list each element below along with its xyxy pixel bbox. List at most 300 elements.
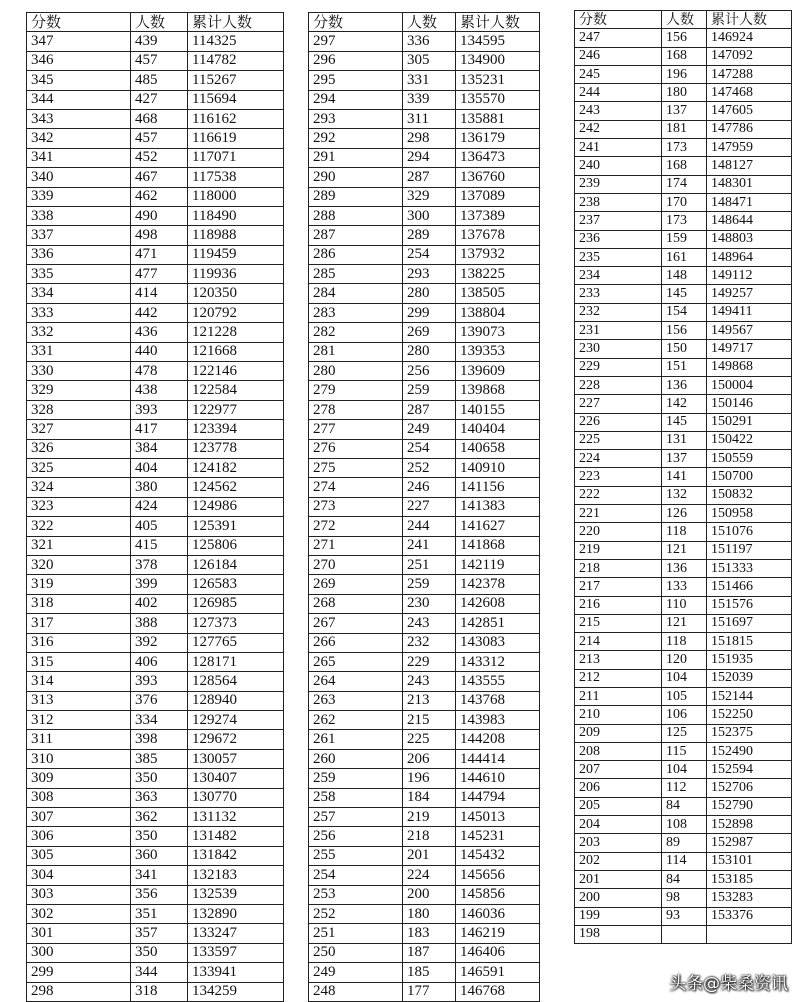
table-row bbox=[309, 711, 540, 730]
cumulative-cell: 138505 bbox=[456, 284, 540, 303]
count-cell: 417 bbox=[131, 420, 188, 439]
score-cell: 263 bbox=[309, 691, 403, 710]
table-row bbox=[575, 541, 792, 559]
cumulative-cell: 114325 bbox=[188, 32, 284, 51]
count-cell: 392 bbox=[131, 633, 188, 652]
cumulative-cell: 153283 bbox=[707, 889, 792, 907]
cumulative-cell: 134259 bbox=[188, 982, 284, 1001]
cumulative-cell: 125806 bbox=[188, 536, 284, 555]
cumulative-cell: 136179 bbox=[456, 129, 540, 148]
cumulative-cell: 132890 bbox=[188, 904, 284, 923]
score-cell: 293 bbox=[309, 109, 403, 128]
score-cell: 228 bbox=[575, 376, 662, 394]
cumulative-cell: 145013 bbox=[456, 808, 540, 827]
table-row bbox=[309, 206, 540, 225]
table-row bbox=[575, 742, 792, 760]
count-cell: 478 bbox=[131, 362, 188, 381]
score-cell: 236 bbox=[575, 230, 662, 248]
cumulative-cell: 152375 bbox=[707, 724, 792, 742]
cumulative-cell: 150832 bbox=[707, 486, 792, 504]
score-cell: 220 bbox=[575, 523, 662, 541]
score-cell: 290 bbox=[309, 168, 403, 187]
cumulative-cell: 145856 bbox=[456, 885, 540, 904]
table-row bbox=[309, 749, 540, 768]
count-cell: 93 bbox=[662, 907, 707, 925]
table-row bbox=[27, 652, 284, 671]
score-cell: 229 bbox=[575, 358, 662, 376]
count-cell: 181 bbox=[662, 120, 707, 138]
count-cell: 243 bbox=[403, 672, 456, 691]
table-row bbox=[27, 982, 284, 1001]
cumulative-cell: 150004 bbox=[707, 376, 792, 394]
table-row bbox=[309, 187, 540, 206]
score-cell: 337 bbox=[27, 226, 131, 245]
cumulative-cell: 132183 bbox=[188, 866, 284, 885]
count-cell: 115 bbox=[662, 742, 707, 760]
table-row bbox=[309, 458, 540, 477]
count-cell: 159 bbox=[662, 230, 707, 248]
score-cell: 298 bbox=[27, 982, 131, 1001]
table-row bbox=[309, 497, 540, 516]
count-cell: 185 bbox=[403, 963, 456, 982]
cumulative-cell: 152490 bbox=[707, 742, 792, 760]
score-cell: 286 bbox=[309, 245, 403, 264]
table-row bbox=[575, 413, 792, 431]
table-row bbox=[575, 84, 792, 102]
count-cell: 351 bbox=[131, 904, 188, 923]
count-cell: 151 bbox=[662, 358, 707, 376]
count-cell: 196 bbox=[403, 769, 456, 788]
cumulative-cell: 147468 bbox=[707, 84, 792, 102]
cumulative-cell: 151333 bbox=[707, 559, 792, 577]
count-cell: 120 bbox=[662, 651, 707, 669]
cumulative-cell: 151697 bbox=[707, 614, 792, 632]
table-row bbox=[575, 29, 792, 47]
score-cell: 315 bbox=[27, 652, 131, 671]
table-row bbox=[575, 651, 792, 669]
score-cell: 270 bbox=[309, 555, 403, 574]
score-cell: 320 bbox=[27, 555, 131, 574]
table-row bbox=[575, 614, 792, 632]
cumulative-cell: 147786 bbox=[707, 120, 792, 138]
count-cell: 232 bbox=[403, 633, 456, 652]
table-row bbox=[27, 323, 284, 342]
table-row bbox=[309, 555, 540, 574]
cumulative-cell: 147605 bbox=[707, 102, 792, 120]
table-row bbox=[575, 816, 792, 834]
table-row bbox=[27, 575, 284, 594]
score-cell: 346 bbox=[27, 51, 131, 70]
count-cell: 399 bbox=[131, 575, 188, 594]
count-cell: 311 bbox=[403, 109, 456, 128]
score-cell: 305 bbox=[27, 846, 131, 865]
score-cell: 299 bbox=[27, 963, 131, 982]
count-cell: 201 bbox=[403, 846, 456, 865]
table-row bbox=[575, 175, 792, 193]
table-row bbox=[309, 536, 540, 555]
table-row bbox=[309, 633, 540, 652]
score-cell: 282 bbox=[309, 323, 403, 342]
count-cell: 104 bbox=[662, 669, 707, 687]
count-cell: 415 bbox=[131, 536, 188, 555]
cumulative-cell: 149411 bbox=[707, 303, 792, 321]
table-row bbox=[27, 633, 284, 652]
score-cell: 294 bbox=[309, 90, 403, 109]
count-cell: 187 bbox=[403, 943, 456, 962]
count-cell: 249 bbox=[403, 420, 456, 439]
score-cell: 324 bbox=[27, 478, 131, 497]
table-row bbox=[309, 32, 540, 51]
score-cell: 241 bbox=[575, 139, 662, 157]
header-score: 分数 bbox=[309, 13, 403, 32]
table-row bbox=[575, 870, 792, 888]
table-row bbox=[575, 523, 792, 541]
count-cell: 457 bbox=[131, 129, 188, 148]
count-cell: 402 bbox=[131, 594, 188, 613]
cumulative-cell: 132539 bbox=[188, 885, 284, 904]
score-cell: 291 bbox=[309, 148, 403, 167]
cumulative-cell: 139868 bbox=[456, 381, 540, 400]
table-row bbox=[27, 672, 284, 691]
table-row bbox=[575, 230, 792, 248]
count-cell: 200 bbox=[403, 885, 456, 904]
header-score: 分数 bbox=[575, 11, 662, 29]
table-row bbox=[575, 633, 792, 651]
score-cell: 247 bbox=[575, 29, 662, 47]
count-cell: 380 bbox=[131, 478, 188, 497]
cumulative-cell: 130770 bbox=[188, 788, 284, 807]
cumulative-cell: 152898 bbox=[707, 816, 792, 834]
cumulative-cell: 115267 bbox=[188, 71, 284, 90]
table-row bbox=[309, 478, 540, 497]
score-cell: 296 bbox=[309, 51, 403, 70]
table-row bbox=[309, 575, 540, 594]
count-cell: 243 bbox=[403, 614, 456, 633]
cumulative-cell: 151935 bbox=[707, 651, 792, 669]
cumulative-cell: 144414 bbox=[456, 749, 540, 768]
cumulative-cell: 126184 bbox=[188, 555, 284, 574]
count-cell: 398 bbox=[131, 730, 188, 749]
cumulative-cell: 120350 bbox=[188, 284, 284, 303]
table-row bbox=[309, 788, 540, 807]
table-row bbox=[575, 779, 792, 797]
score-cell: 215 bbox=[575, 614, 662, 632]
table-row bbox=[575, 761, 792, 779]
score-cell: 338 bbox=[27, 206, 131, 225]
score-cell: 216 bbox=[575, 596, 662, 614]
cumulative-cell: 137678 bbox=[456, 226, 540, 245]
cumulative-cell: 131842 bbox=[188, 846, 284, 865]
count-cell: 105 bbox=[662, 687, 707, 705]
score-cell: 328 bbox=[27, 400, 131, 419]
score-cell: 280 bbox=[309, 362, 403, 381]
cumulative-cell: 134900 bbox=[456, 51, 540, 70]
table-row bbox=[575, 687, 792, 705]
score-cell: 301 bbox=[27, 924, 131, 943]
cumulative-cell: 124986 bbox=[188, 497, 284, 516]
table-row bbox=[27, 769, 284, 788]
score-cell: 340 bbox=[27, 168, 131, 187]
count-cell: 241 bbox=[403, 536, 456, 555]
score-cell: 255 bbox=[309, 846, 403, 865]
table-row bbox=[309, 90, 540, 109]
table-row bbox=[27, 206, 284, 225]
count-cell: 376 bbox=[131, 691, 188, 710]
cumulative-cell: 137932 bbox=[456, 245, 540, 264]
score-cell: 201 bbox=[575, 870, 662, 888]
table-row bbox=[27, 458, 284, 477]
score-cell: 268 bbox=[309, 594, 403, 613]
table-row bbox=[575, 303, 792, 321]
table-row bbox=[27, 245, 284, 264]
score-cell: 242 bbox=[575, 120, 662, 138]
count-cell: 104 bbox=[662, 761, 707, 779]
score-cell: 213 bbox=[575, 651, 662, 669]
score-cell: 257 bbox=[309, 808, 403, 827]
table-row bbox=[575, 450, 792, 468]
count-cell: 131 bbox=[662, 431, 707, 449]
count-cell: 132 bbox=[662, 486, 707, 504]
score-cell: 219 bbox=[575, 541, 662, 559]
count-cell: 329 bbox=[403, 187, 456, 206]
header-cumulative: 累计人数 bbox=[188, 13, 284, 32]
score-cell: 333 bbox=[27, 303, 131, 322]
count-cell: 468 bbox=[131, 109, 188, 128]
count-cell: 294 bbox=[403, 148, 456, 167]
count-cell: 126 bbox=[662, 505, 707, 523]
count-cell: 334 bbox=[131, 711, 188, 730]
table-row bbox=[575, 724, 792, 742]
cumulative-cell: 142378 bbox=[456, 575, 540, 594]
table-row bbox=[27, 963, 284, 982]
table-row bbox=[309, 381, 540, 400]
score-cell: 317 bbox=[27, 614, 131, 633]
count-cell: 150 bbox=[662, 340, 707, 358]
score-cell: 304 bbox=[27, 866, 131, 885]
score-cell: 327 bbox=[27, 420, 131, 439]
table-row bbox=[575, 431, 792, 449]
cumulative-cell: 139073 bbox=[456, 323, 540, 342]
count-cell: 442 bbox=[131, 303, 188, 322]
count-cell: 215 bbox=[403, 711, 456, 730]
score-cell: 307 bbox=[27, 808, 131, 827]
score-cell: 264 bbox=[309, 672, 403, 691]
count-cell: 244 bbox=[403, 517, 456, 536]
score-cell: 252 bbox=[309, 904, 403, 923]
score-cell: 233 bbox=[575, 285, 662, 303]
table-row bbox=[309, 323, 540, 342]
cumulative-cell: 152250 bbox=[707, 706, 792, 724]
score-cell: 292 bbox=[309, 129, 403, 148]
table-row bbox=[575, 834, 792, 852]
table-row bbox=[27, 904, 284, 923]
score-cell: 212 bbox=[575, 669, 662, 687]
cumulative-cell: 141627 bbox=[456, 517, 540, 536]
table-row bbox=[309, 885, 540, 904]
cumulative-cell: 135570 bbox=[456, 90, 540, 109]
table-row bbox=[309, 517, 540, 536]
table-row bbox=[27, 711, 284, 730]
table-row bbox=[309, 420, 540, 439]
score-cell: 345 bbox=[27, 71, 131, 90]
table-row bbox=[27, 71, 284, 90]
score-cell: 259 bbox=[309, 769, 403, 788]
count-cell: 404 bbox=[131, 458, 188, 477]
count-cell: 300 bbox=[403, 206, 456, 225]
cumulative-cell: 150700 bbox=[707, 468, 792, 486]
score-cell: 198 bbox=[575, 925, 662, 943]
score-cell: 200 bbox=[575, 889, 662, 907]
count-cell: 362 bbox=[131, 808, 188, 827]
table-row bbox=[27, 730, 284, 749]
score-cell: 218 bbox=[575, 559, 662, 577]
cumulative-cell: 127373 bbox=[188, 614, 284, 633]
count-cell: 218 bbox=[403, 827, 456, 846]
table-row bbox=[309, 982, 540, 1001]
score-cell: 251 bbox=[309, 924, 403, 943]
cumulative-cell: 134595 bbox=[456, 32, 540, 51]
count-cell: 184 bbox=[403, 788, 456, 807]
count-cell: 436 bbox=[131, 323, 188, 342]
score-cell: 250 bbox=[309, 943, 403, 962]
count-cell: 424 bbox=[131, 497, 188, 516]
count-cell: 213 bbox=[403, 691, 456, 710]
count-cell: 156 bbox=[662, 29, 707, 47]
count-cell: 457 bbox=[131, 51, 188, 70]
count-cell: 452 bbox=[131, 148, 188, 167]
cumulative-cell: 143312 bbox=[456, 652, 540, 671]
score-cell: 208 bbox=[575, 742, 662, 760]
score-cell: 234 bbox=[575, 267, 662, 285]
cumulative-cell: 133597 bbox=[188, 943, 284, 962]
cumulative-cell: 146219 bbox=[456, 924, 540, 943]
cumulative-cell: 118000 bbox=[188, 187, 284, 206]
table-row bbox=[309, 730, 540, 749]
table-row bbox=[575, 267, 792, 285]
score-cell: 256 bbox=[309, 827, 403, 846]
count-cell: 145 bbox=[662, 413, 707, 431]
header-cumulative: 累计人数 bbox=[707, 11, 792, 29]
count-cell: 173 bbox=[662, 212, 707, 230]
count-cell: 385 bbox=[131, 749, 188, 768]
table-row bbox=[27, 594, 284, 613]
cumulative-cell: 125391 bbox=[188, 517, 284, 536]
cumulative-cell: 140155 bbox=[456, 400, 540, 419]
table-row bbox=[575, 139, 792, 157]
cumulative-cell: 142608 bbox=[456, 594, 540, 613]
score-cell: 240 bbox=[575, 157, 662, 175]
table-row bbox=[27, 885, 284, 904]
score-cell: 313 bbox=[27, 691, 131, 710]
count-cell: 252 bbox=[403, 458, 456, 477]
score-cell: 316 bbox=[27, 633, 131, 652]
cumulative-cell: 151197 bbox=[707, 541, 792, 559]
table-row bbox=[309, 129, 540, 148]
score-cell: 334 bbox=[27, 284, 131, 303]
cumulative-cell: 147288 bbox=[707, 65, 792, 83]
count-cell: 161 bbox=[662, 248, 707, 266]
score-cell: 249 bbox=[309, 963, 403, 982]
count-cell: 341 bbox=[131, 866, 188, 885]
cumulative-cell: 148301 bbox=[707, 175, 792, 193]
score-table-2 bbox=[308, 12, 540, 1002]
count-cell: 477 bbox=[131, 265, 188, 284]
count-cell: 298 bbox=[403, 129, 456, 148]
score-table-1 bbox=[26, 12, 284, 1002]
score-cell: 281 bbox=[309, 342, 403, 361]
table-row bbox=[309, 400, 540, 419]
count-cell: 360 bbox=[131, 846, 188, 865]
cumulative-cell: 143768 bbox=[456, 691, 540, 710]
score-cell: 321 bbox=[27, 536, 131, 555]
count-cell: 108 bbox=[662, 816, 707, 834]
count-cell: 344 bbox=[131, 963, 188, 982]
count-cell: 254 bbox=[403, 439, 456, 458]
cumulative-cell: 146591 bbox=[456, 963, 540, 982]
cumulative-cell: 119936 bbox=[188, 265, 284, 284]
cumulative-cell: 148803 bbox=[707, 230, 792, 248]
table-row bbox=[575, 212, 792, 230]
cumulative-cell: 150559 bbox=[707, 450, 792, 468]
score-cell: 323 bbox=[27, 497, 131, 516]
count-cell: 269 bbox=[403, 323, 456, 342]
score-cell: 243 bbox=[575, 102, 662, 120]
cumulative-cell: 149567 bbox=[707, 322, 792, 340]
table-row bbox=[309, 284, 540, 303]
header-row bbox=[575, 11, 792, 29]
cumulative-cell: 141383 bbox=[456, 497, 540, 516]
table-row bbox=[575, 889, 792, 907]
count-cell: 114 bbox=[662, 852, 707, 870]
score-cell: 230 bbox=[575, 340, 662, 358]
cumulative-cell: 129672 bbox=[188, 730, 284, 749]
score-cell: 331 bbox=[27, 342, 131, 361]
count-cell: 177 bbox=[403, 982, 456, 1001]
table-row bbox=[27, 226, 284, 245]
cumulative-cell: 145656 bbox=[456, 866, 540, 885]
table-row bbox=[309, 672, 540, 691]
cumulative-cell bbox=[707, 925, 792, 943]
score-cell: 276 bbox=[309, 439, 403, 458]
score-cell: 330 bbox=[27, 362, 131, 381]
count-cell: 121 bbox=[662, 541, 707, 559]
count-cell: 174 bbox=[662, 175, 707, 193]
cumulative-cell: 140404 bbox=[456, 420, 540, 439]
count-cell: 336 bbox=[403, 32, 456, 51]
table-row bbox=[575, 248, 792, 266]
count-cell: 180 bbox=[403, 904, 456, 923]
count-cell: 89 bbox=[662, 834, 707, 852]
cumulative-cell: 121668 bbox=[188, 342, 284, 361]
cumulative-cell: 143555 bbox=[456, 672, 540, 691]
count-cell: 256 bbox=[403, 362, 456, 381]
score-cell: 289 bbox=[309, 187, 403, 206]
header-count: 人数 bbox=[131, 13, 188, 32]
cumulative-cell: 147959 bbox=[707, 139, 792, 157]
score-cell: 271 bbox=[309, 536, 403, 555]
cumulative-cell: 141156 bbox=[456, 478, 540, 497]
count-cell: 384 bbox=[131, 439, 188, 458]
count-cell: 183 bbox=[403, 924, 456, 943]
score-cell: 278 bbox=[309, 400, 403, 419]
watermark: 头条@柴桑资讯 bbox=[669, 974, 788, 994]
table-row bbox=[27, 51, 284, 70]
score-cell: 202 bbox=[575, 852, 662, 870]
table-row bbox=[309, 168, 540, 187]
table-row bbox=[309, 245, 540, 264]
cumulative-cell: 151576 bbox=[707, 596, 792, 614]
cumulative-cell: 122584 bbox=[188, 381, 284, 400]
